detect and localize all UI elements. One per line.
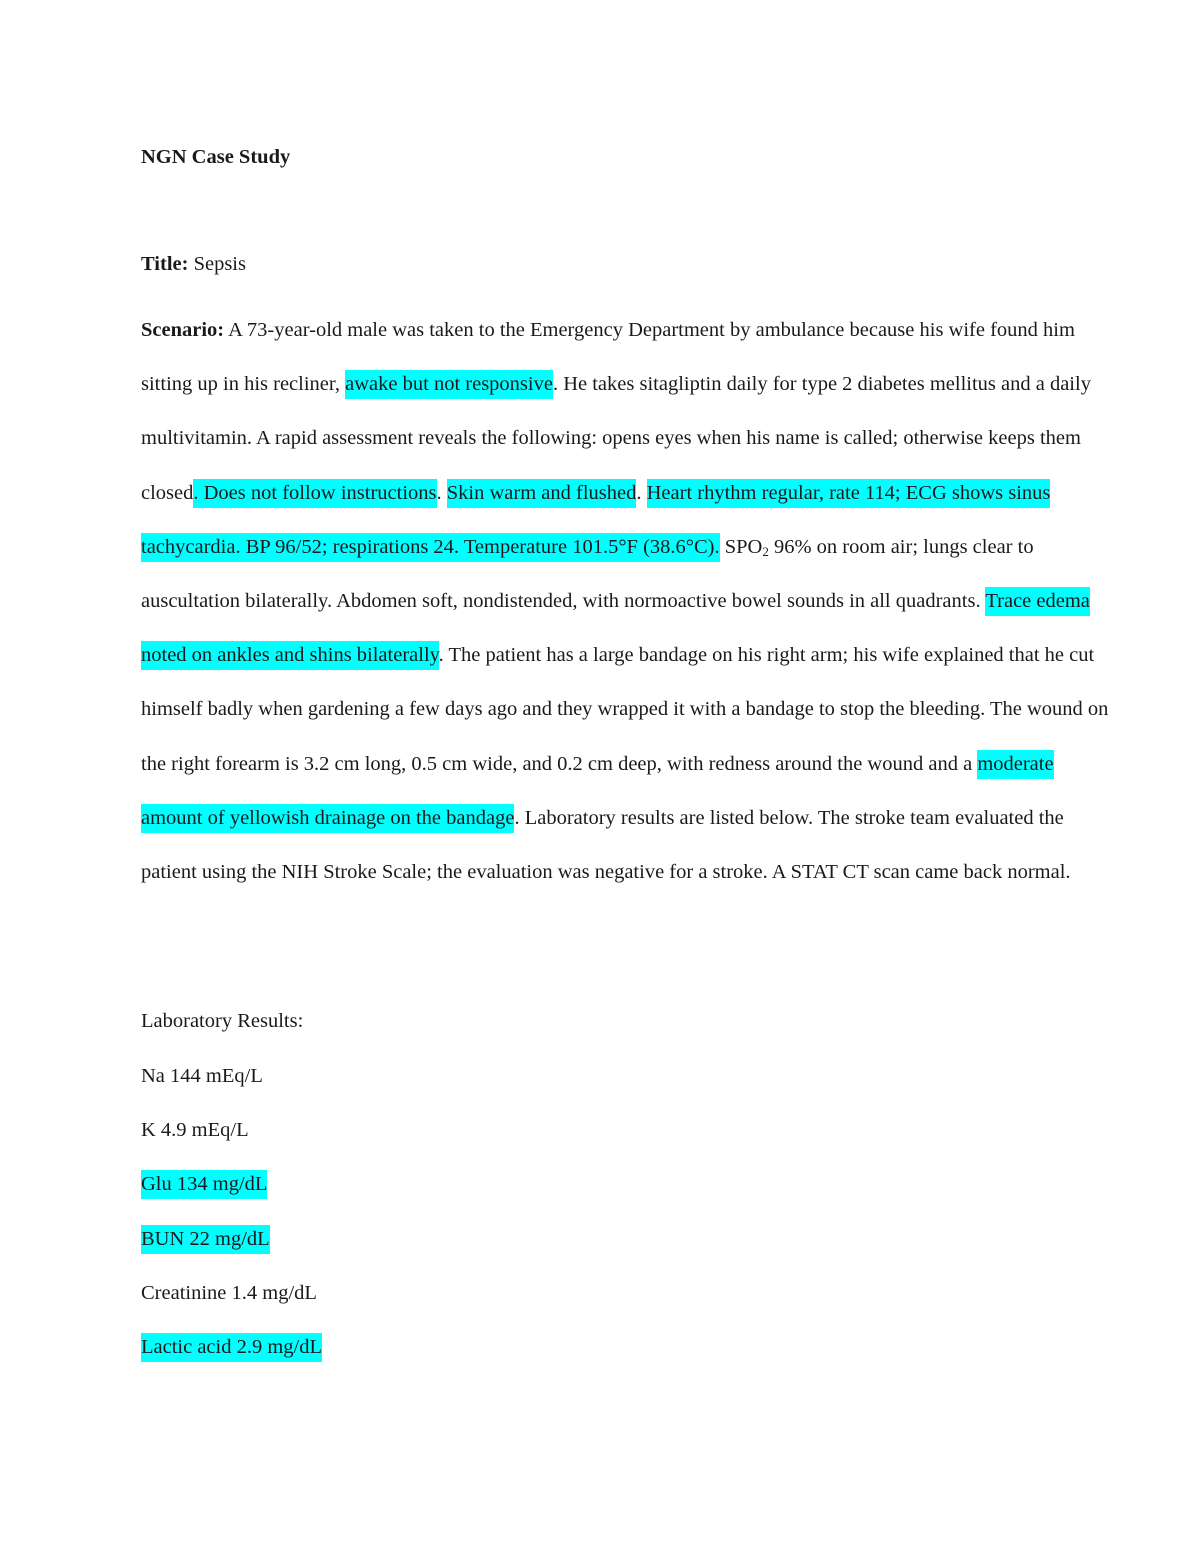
highlighted-text: . Does not follow instructions [193,479,436,508]
highlighted-text: Heart rhythm regular, rate 114; ECG shows sinus tachycardia. BP 96/52; respirations 24. Temperature 101.5°F (38.6°C). [141,479,1050,562]
title-label: Title: [141,253,189,275]
lab-result-text: Lactic acid 2.9 mg/dL [141,1333,322,1362]
lab-result-item [141,1223,322,1277]
scenario-text: A 73-year-old male was taken to the Emergency Department by ambulance because his wife found him sitting up in his recliner, [141,319,1075,396]
scenario-paragraph [141,303,1116,899]
highlighted-text: moderate amount of yellowish drainage on the bandage [141,750,1054,833]
lab-result-item [141,1277,322,1331]
scenario-label: Scenario: [141,319,225,341]
highlighted-text: Skin warm and flushed [447,479,637,508]
lab-result-text: Creatinine 1.4 mg/dL [141,1281,317,1304]
lab-results-list [141,1060,322,1385]
title-value: Sepsis [193,253,246,275]
lab-results-heading: Laboratory Results: [141,1010,304,1032]
case-title [141,248,246,280]
scenario-text: . Laboratory results are listed below. The stroke team evaluated the patient using the NIH Stroke Scale; the evaluation was negative for a stroke. A STAT CT scan came back normal. [141,806,1071,884]
scenario-text: . The patient has a large bandage on his right arm; his wife explained that he cut himself badly when gardening a few days ago and they wrapped it with a bandage to stop the bleeding. The wound on the right forearm is 3.2 cm long, 0.5 cm wide, and 0.2 cm deep, with redness around the wound and a [141,644,1109,775]
document-heading: NGN Case Study [141,146,291,168]
highlighted-text: awake but not responsive [345,370,553,399]
lab-result-item [141,1168,322,1222]
scenario-text: . [436,481,447,504]
lab-result-text: K 4.9 mEq/L [141,1119,249,1142]
lab-result-item [141,1331,322,1385]
scenario-text: 96% on room air; lungs clear to auscultation bilaterally. Abdomen soft, nondistended, with normoactive bowel sounds in all quadrants. [141,535,1034,613]
lab-result-text: Glu 134 mg/dL [141,1170,267,1199]
lab-result-item [141,1060,322,1114]
lab-result-text: Na 144 mEq/L [141,1065,263,1087]
lab-result-text: BUN 22 mg/dL [141,1225,270,1254]
scenario-text: . [636,481,647,504]
subscript-text: 2 [762,543,769,559]
scenario-text: SPO [719,535,763,558]
lab-result-item [141,1114,322,1168]
scenario-text: . He takes sitagliptin daily for type 2 diabetes mellitus and a daily multivitamin. A rapid assessment reveals the following: opens eyes when his name is called; otherwise keeps them closed [141,373,1091,504]
highlighted-text: Trace edema noted on ankles and shins bilaterally [141,587,1090,670]
